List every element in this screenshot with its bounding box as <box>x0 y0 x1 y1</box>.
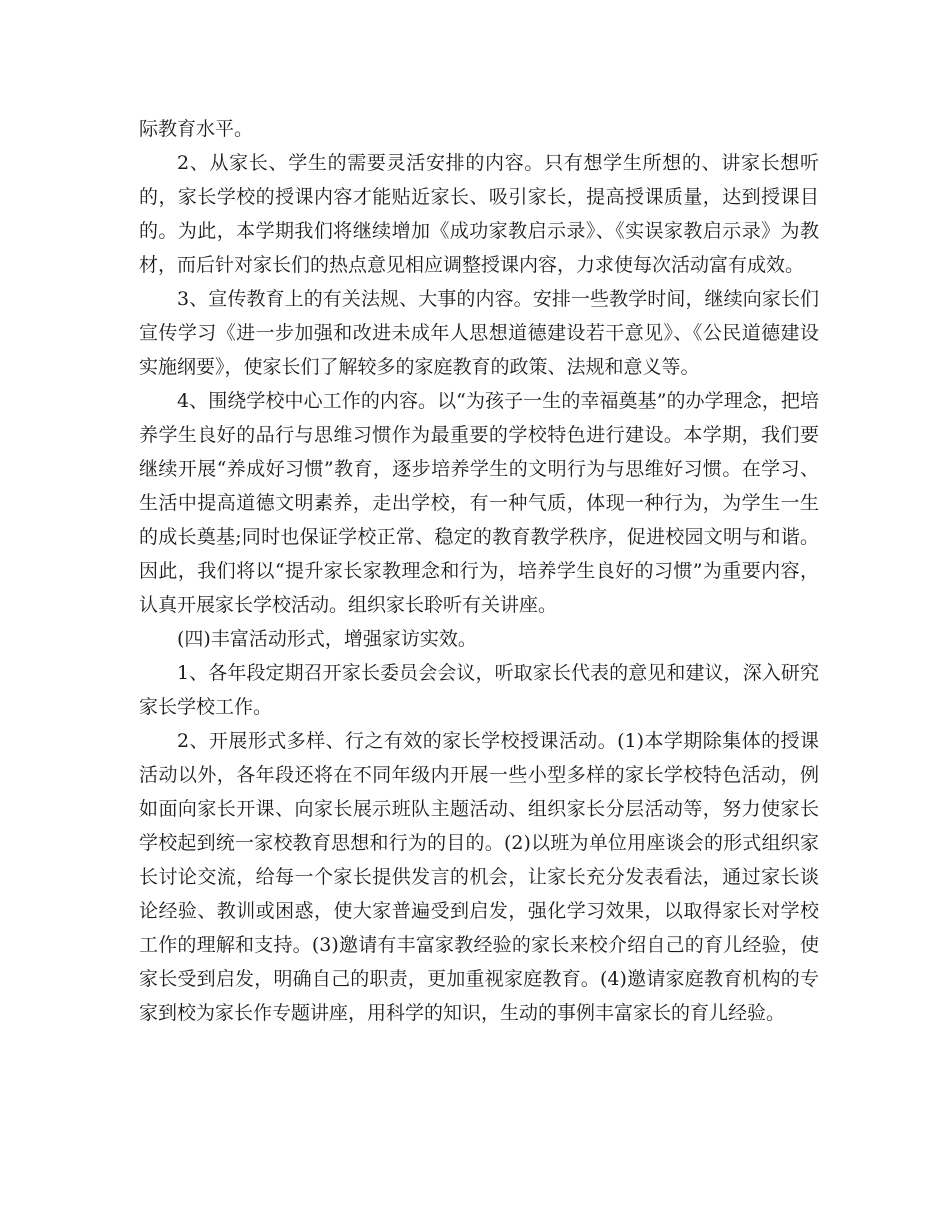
paragraph-item-2-content-needs: 2、从家长、学生的需要灵活安排的内容。只有想学生所想的、讲家长想听的，家长学校的授课内容才能贴近家长、吸引家长，提高授课质量，达到授课目的。为此，本学期我们将继续增加《成功家教启示录》、《实误家教启示录》为教材，而后针对家长们的热点意见相应调整授课内容，力求使每次活动富有成效。 <box>139 152 819 276</box>
document-body <box>139 112 819 1030</box>
paragraph-item-3-laws-publicity: 3、宣传教育上的有关法规、大事的内容。安排一些教学时间，继续向家长们宣传学习《进一步加强和改进未成年人思想道德建设若干意见》、《公民道德建设实施纲要》，使家长们了解较多的家庭教育的政策、法规和意义等。 <box>139 288 819 378</box>
paragraph-item-2-activities: 2、开展形式多样、行之有效的家长学校授课活动。(1)本学期除集体的授课活动以外，各年段还将在不同年级内开展一些小型多样的家长学校特色活动，例如面向家长开课、向家长展示班队主题活动、组织家长分层活动等，努力使家长学校起到统一家校教育思想和行为的目的。(2)以班为单位用座谈会的形式组织家长讨论交流，给每一个家长提供发言的机会，让家长充分发表看法，通过家长谈论经验、教训或困惑，使大家普遍受到启发，强化学习效果，以取得家长对学校工作的理解和支持。(3)邀请有丰富家教经验的家长来校介绍自己的育儿经验，使家长受到启发，明确自己的职责，更加重视家庭教育。(4)邀请家庭教育机构的专家到校为家长作专题讲座，用科学的知识，生动的事例丰富家长的育儿经验。 <box>139 730 819 1024</box>
paragraph-continuation: 际教育水平。 <box>139 118 254 140</box>
paragraph-item-4-school-center-work: 4、围绕学校中心工作的内容。以“为孩子一生的幸福奠基”的办学理念，把培养学生良好的品行与思维习惯作为最重要的学校特色进行建设。本学期，我们要继续开展“养成好习惯”教育，逐步培养学生的文明行为与思维好习惯。在学习、生活中提高道德文明素养，走出学校，有一种气质，体现一种行为，为学生一生的成长奠基;同时也保证学校正常、稳定的教育教学秩序，促进校园文明与和谐。因此，我们将以“提升家长家教理念和行为，培养学生良好的习惯”为重要内容，认真开展家长学校活动。组织家长聆听有关讲座。 <box>139 390 819 616</box>
section-heading-four: (四)丰富活动形式，增强家访实效。 <box>177 628 477 650</box>
paragraph-item-1-parent-committee: 1、各年段定期召开家长委员会会议，听取家长代表的意见和建议，深入研究家长学校工作。 <box>139 662 819 718</box>
